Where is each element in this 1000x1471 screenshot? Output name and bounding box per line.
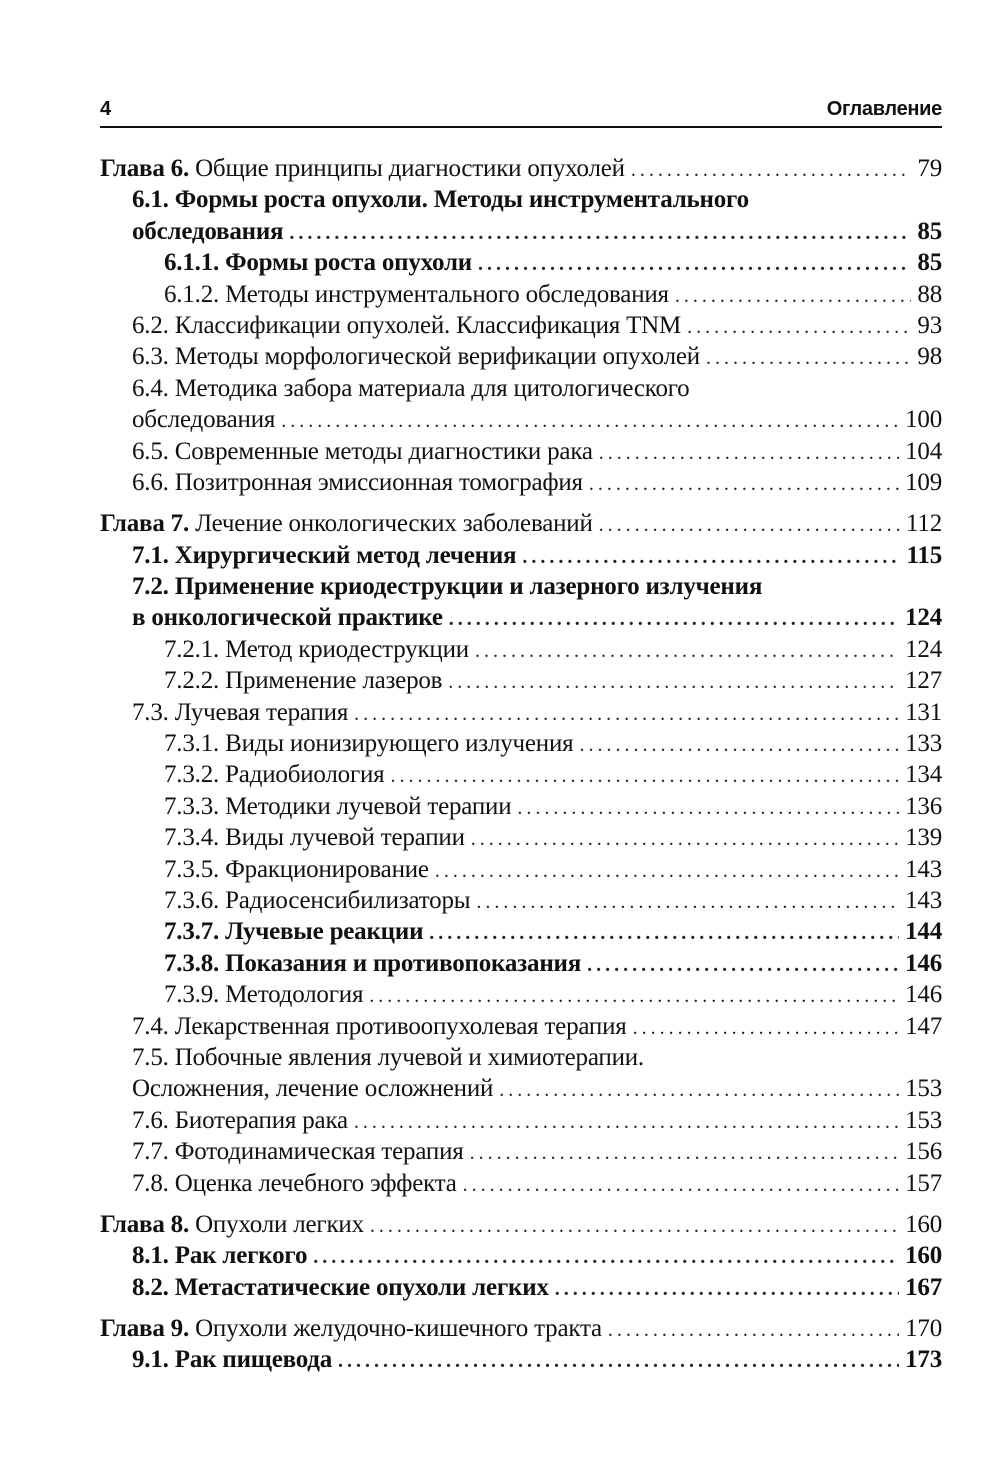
- toc-title-text: 7.2.2. Применение лазеров: [164, 667, 443, 695]
- toc-title-text: 7.3.2. Радиобиология: [164, 761, 385, 789]
- dot-leader: [354, 699, 899, 730]
- chapter-label: Глава 8.: [100, 1210, 190, 1238]
- toc-page-number: 100: [905, 406, 942, 434]
- dot-leader: [390, 761, 899, 792]
- toc-section-entry: [100, 467, 942, 498]
- toc-title-text: Общие принципы диагностики опухолей: [195, 155, 625, 182]
- toc-line: [100, 404, 942, 435]
- toc-entry-title: [164, 916, 423, 947]
- dot-leader: [589, 469, 899, 500]
- dot-leader: [579, 730, 899, 761]
- toc-title-text: 7.2.1. Метод криодеструкции: [164, 635, 469, 663]
- toc-title-text: 8.1. Рак легкого: [132, 1242, 308, 1270]
- toc-section-entry: [100, 948, 942, 979]
- toc-title-text: 7.3.7. Лучевые реакции: [164, 918, 424, 946]
- toc-line: [100, 247, 942, 278]
- table-of-contents: [100, 153, 942, 1376]
- toc-title-text: в онкологической практике: [132, 604, 443, 632]
- toc-line: [100, 1042, 942, 1073]
- toc-title-text: 8.2. Метастатические опухоли легких: [132, 1273, 549, 1301]
- toc-section-entry: [100, 540, 942, 571]
- toc-line: [100, 791, 942, 822]
- toc-page-number: 153: [905, 1106, 942, 1134]
- toc-section-entry: [100, 759, 942, 790]
- toc-line: [100, 822, 942, 853]
- toc-line: [100, 279, 942, 310]
- toc-line: [100, 571, 942, 602]
- toc-title-text: 7.3.9. Методология: [164, 981, 364, 1009]
- dot-leader: [435, 856, 899, 887]
- toc-title-text: 7.3.3. Методики лучевой терапии: [164, 792, 512, 820]
- toc-page-number: 160: [905, 1242, 942, 1270]
- toc-entry-title: [164, 854, 429, 885]
- dot-leader: [313, 1242, 899, 1273]
- toc-title-text: 7.4. Лекарственная противоопухолевая терапия: [132, 1012, 627, 1040]
- toc-page-number: 115: [906, 541, 942, 569]
- toc-entry-title: [164, 279, 669, 310]
- toc-entry-title: [164, 822, 465, 853]
- toc-entry-title: [100, 153, 625, 184]
- toc-entry-title: [132, 1344, 332, 1375]
- toc-line: [100, 1105, 942, 1136]
- toc-page-number: 170: [905, 1315, 942, 1343]
- toc-page-number: 167: [905, 1273, 942, 1301]
- toc-page-number: 131: [905, 698, 942, 726]
- toc-page-number: 85: [917, 249, 942, 277]
- toc-title-text: 7.3.4. Виды лучевой терапии: [164, 824, 465, 852]
- toc-entry-title: [132, 216, 283, 247]
- toc-page-number: 143: [905, 886, 942, 914]
- toc-line: [100, 1073, 942, 1104]
- toc-page-number: 79: [917, 155, 942, 182]
- toc-title-text: обследования: [132, 406, 276, 434]
- toc-line: [100, 1344, 942, 1375]
- dot-leader: [463, 1170, 899, 1201]
- dot-leader: [631, 155, 912, 186]
- toc-entry-title: [132, 1240, 307, 1271]
- toc-chapter-entry: [100, 1209, 942, 1240]
- toc-page-number: 127: [905, 667, 942, 695]
- toc-entry-title: [132, 404, 275, 435]
- toc-line: [100, 948, 942, 979]
- toc-page-number: 173: [905, 1346, 942, 1374]
- toc-line: [100, 759, 942, 790]
- dot-leader: [369, 981, 899, 1012]
- toc-entry-title: [132, 373, 689, 404]
- dot-leader: [429, 918, 899, 949]
- dot-leader: [599, 438, 899, 469]
- toc-title-text: Осложнения, лечение осложнений: [132, 1075, 494, 1103]
- toc-section-entry: [100, 184, 942, 247]
- toc-title-text: 7.7. Фотодинамическая терапия: [132, 1138, 464, 1166]
- toc-line: [100, 153, 942, 184]
- toc-line: [100, 373, 942, 404]
- toc-line: [100, 979, 942, 1010]
- toc-entry-title: [132, 571, 762, 602]
- toc-section-entry: [100, 1042, 942, 1105]
- dot-leader: [478, 249, 911, 280]
- toc-section-entry: [100, 279, 942, 310]
- toc-chapter-entry: [100, 153, 942, 184]
- toc-page-number: 153: [905, 1075, 942, 1103]
- toc-entry-title: [132, 1168, 457, 1199]
- toc-line: [100, 1240, 942, 1271]
- toc-entry-title: [132, 184, 749, 215]
- toc-section-entry: [100, 1344, 942, 1375]
- toc-page-number: 156: [905, 1138, 942, 1166]
- toc-page-number: 146: [905, 981, 942, 1009]
- toc-entry-title: [100, 1209, 364, 1240]
- toc-line: [100, 540, 942, 571]
- toc-chapter-entry: [100, 1313, 942, 1344]
- toc-line: [100, 916, 942, 947]
- toc-page-number: 136: [905, 792, 942, 820]
- toc-entry-title: [164, 791, 511, 822]
- chapter-label: Глава 6.: [100, 155, 190, 182]
- toc-title-text: 6.1.2. Методы инструментального обследования: [164, 280, 669, 308]
- toc-title-text: Лечение онкологических заболеваний: [195, 510, 593, 538]
- toc-entry-title: [164, 759, 384, 790]
- toc-section-entry: [100, 1240, 942, 1271]
- toc-entry-title: [164, 247, 472, 278]
- toc-entry-title: [132, 1042, 644, 1073]
- toc-title-text: 6.1. Формы роста опухоли. Методы инструментального: [132, 186, 749, 214]
- toc-line: [100, 1011, 942, 1042]
- toc-entry-title: [164, 979, 363, 1010]
- toc-section-entry: [100, 1136, 942, 1167]
- page-number: 4: [100, 98, 112, 120]
- dot-leader: [499, 1075, 899, 1106]
- toc-entry-title: [100, 1313, 602, 1344]
- toc-section-entry: [100, 791, 942, 822]
- toc-line: [100, 1272, 942, 1303]
- dot-leader: [281, 406, 899, 437]
- dot-leader: [633, 1013, 900, 1044]
- toc-section-entry: [100, 885, 942, 916]
- toc-title-text: 7.3.1. Виды ионизирующего излучения: [164, 730, 574, 758]
- toc-page-number: 133: [905, 730, 942, 758]
- toc-entry-title: [132, 341, 700, 372]
- toc-line: [100, 216, 942, 247]
- toc-line: [100, 697, 942, 728]
- toc-section-entry: [100, 571, 942, 634]
- toc-title-text: 7.5. Побочные явления лучевой и химиотерапии.: [132, 1043, 644, 1071]
- toc-line: [100, 1313, 942, 1344]
- dot-leader: [517, 793, 899, 824]
- dot-leader: [476, 887, 899, 918]
- toc-title-text: 7.3.8. Показания и противопоказания: [164, 949, 582, 977]
- dot-leader: [470, 1138, 900, 1169]
- toc-line: [100, 184, 942, 215]
- toc-entry-title: [100, 508, 593, 539]
- toc-entry-title: [132, 436, 593, 467]
- toc-title-text: 7.3.5. Фракционирование: [164, 855, 429, 883]
- toc-title-text: 7.3. Лучевая терапия: [132, 698, 349, 726]
- toc-entry-title: [132, 467, 583, 498]
- toc-line: [100, 1136, 942, 1167]
- toc-page-number: 124: [905, 635, 942, 663]
- toc-page-number: 109: [905, 468, 942, 496]
- chapter-label: Глава 7.: [100, 510, 190, 538]
- toc-line: [100, 436, 942, 467]
- toc-title-text: 6.3. Методы морфологической верификации опухолей: [132, 343, 700, 371]
- dot-leader: [449, 604, 899, 635]
- toc-page-number: 143: [905, 855, 942, 883]
- toc-entry-title: [132, 602, 443, 633]
- dot-leader: [475, 636, 899, 667]
- toc-entry-title: [132, 1073, 493, 1104]
- toc-section-entry: [100, 822, 942, 853]
- dot-leader: [555, 1274, 899, 1305]
- toc-entry-title: [164, 885, 470, 916]
- dot-leader: [338, 1346, 899, 1377]
- toc-line: [100, 634, 942, 665]
- toc-page-number: 139: [905, 824, 942, 852]
- toc-page-number: 147: [905, 1012, 942, 1040]
- toc-title-text: 6.6. Позитронная эмиссионная томография: [132, 468, 583, 496]
- toc-section-entry: [100, 1011, 942, 1042]
- toc-page-number: 85: [917, 217, 942, 245]
- toc-chapter-entry: [100, 508, 942, 539]
- toc-line: [100, 885, 942, 916]
- toc-section-entry: [100, 341, 942, 372]
- toc-title-text: 7.1. Хирургический метод лечения: [132, 541, 517, 569]
- toc-entry-title: [164, 728, 573, 759]
- toc-line: [100, 508, 942, 539]
- toc-entry-title: [132, 1105, 348, 1136]
- toc-section-entry: [100, 247, 942, 278]
- toc-line: [100, 467, 942, 498]
- toc-line: [100, 728, 942, 759]
- toc-section-entry: [100, 310, 942, 341]
- toc-line: [100, 854, 942, 885]
- toc-section-entry: [100, 1272, 942, 1303]
- chapter-label: Глава 9.: [100, 1315, 190, 1343]
- dot-leader: [354, 1107, 899, 1138]
- dot-leader: [587, 950, 899, 981]
- toc-page-number: 88: [917, 280, 942, 308]
- toc-title-text: 6.4. Методика забора материала для цитологического: [132, 374, 690, 402]
- toc-page-number: 146: [905, 949, 942, 977]
- toc-title-text: 7.3.6. Радиосенсибилизаторы: [164, 886, 471, 914]
- toc-page-number: 124: [905, 604, 942, 632]
- toc-entry-title: [132, 697, 348, 728]
- toc-line: [100, 310, 942, 341]
- toc-entry-title: [132, 310, 681, 341]
- toc-line: [100, 602, 942, 633]
- toc-section-entry: [100, 634, 942, 665]
- toc-title-text: Опухоли легких: [195, 1210, 364, 1238]
- toc-section-entry: [100, 1105, 942, 1136]
- running-title: Оглавление: [826, 98, 942, 120]
- toc-entry-title: [132, 1272, 549, 1303]
- dot-leader: [599, 510, 900, 541]
- dot-leader: [675, 281, 912, 312]
- toc-section-entry: [100, 373, 942, 436]
- toc-title-text: 6.1.1. Формы роста опухоли: [164, 249, 472, 277]
- toc-section-entry: [100, 728, 942, 759]
- toc-title-text: 9.1. Рак пищевода: [132, 1346, 333, 1374]
- toc-title-text: обследования: [132, 217, 284, 245]
- dot-leader: [522, 542, 900, 573]
- toc-line: [100, 341, 942, 372]
- dot-leader: [706, 343, 911, 374]
- toc-section-entry: [100, 979, 942, 1010]
- toc-section-entry: [100, 697, 942, 728]
- toc-title-text: Опухоли желудочно-кишечного тракта: [195, 1315, 602, 1343]
- dot-leader: [608, 1315, 899, 1346]
- running-header: [100, 96, 942, 128]
- toc-line: [100, 665, 942, 696]
- toc-page-number: 160: [905, 1210, 942, 1238]
- toc-title-text: 7.6. Биотерапия рака: [132, 1106, 348, 1134]
- toc-section-entry: [100, 854, 942, 885]
- toc-section-entry: [100, 916, 942, 947]
- dot-leader: [370, 1211, 899, 1242]
- toc-line: [100, 1209, 942, 1240]
- toc-title-text: 7.8. Оценка лечебного эффекта: [132, 1169, 457, 1197]
- dot-leader: [471, 824, 899, 855]
- dot-leader: [687, 312, 911, 343]
- toc-page-number: 104: [905, 437, 942, 465]
- toc-page-number: 93: [917, 311, 942, 339]
- toc-page-number: 98: [917, 343, 942, 371]
- toc-title-text: 7.2. Применение криодеструкции и лазерного излучения: [132, 573, 763, 601]
- toc-page-number: 134: [905, 761, 942, 789]
- toc-entry-title: [164, 634, 469, 665]
- toc-section-entry: [100, 665, 942, 696]
- toc-title-text: 6.2. Классификации опухолей. Классификация TNM: [132, 311, 682, 339]
- toc-entry-title: [132, 540, 516, 571]
- toc-line: [100, 1168, 942, 1199]
- toc-page-number: 112: [906, 510, 942, 538]
- toc-section-entry: [100, 436, 942, 467]
- toc-page-number: 157: [905, 1169, 942, 1197]
- toc-page-number: 144: [905, 918, 942, 946]
- toc-entry-title: [164, 948, 581, 979]
- dot-leader: [448, 667, 899, 698]
- toc-entry-title: [164, 665, 442, 696]
- toc-section-entry: [100, 1168, 942, 1199]
- toc-title-text: 6.5. Современные методы диагностики рака: [132, 437, 593, 465]
- dot-leader: [289, 218, 911, 249]
- toc-entry-title: [132, 1011, 627, 1042]
- toc-entry-title: [132, 1136, 464, 1167]
